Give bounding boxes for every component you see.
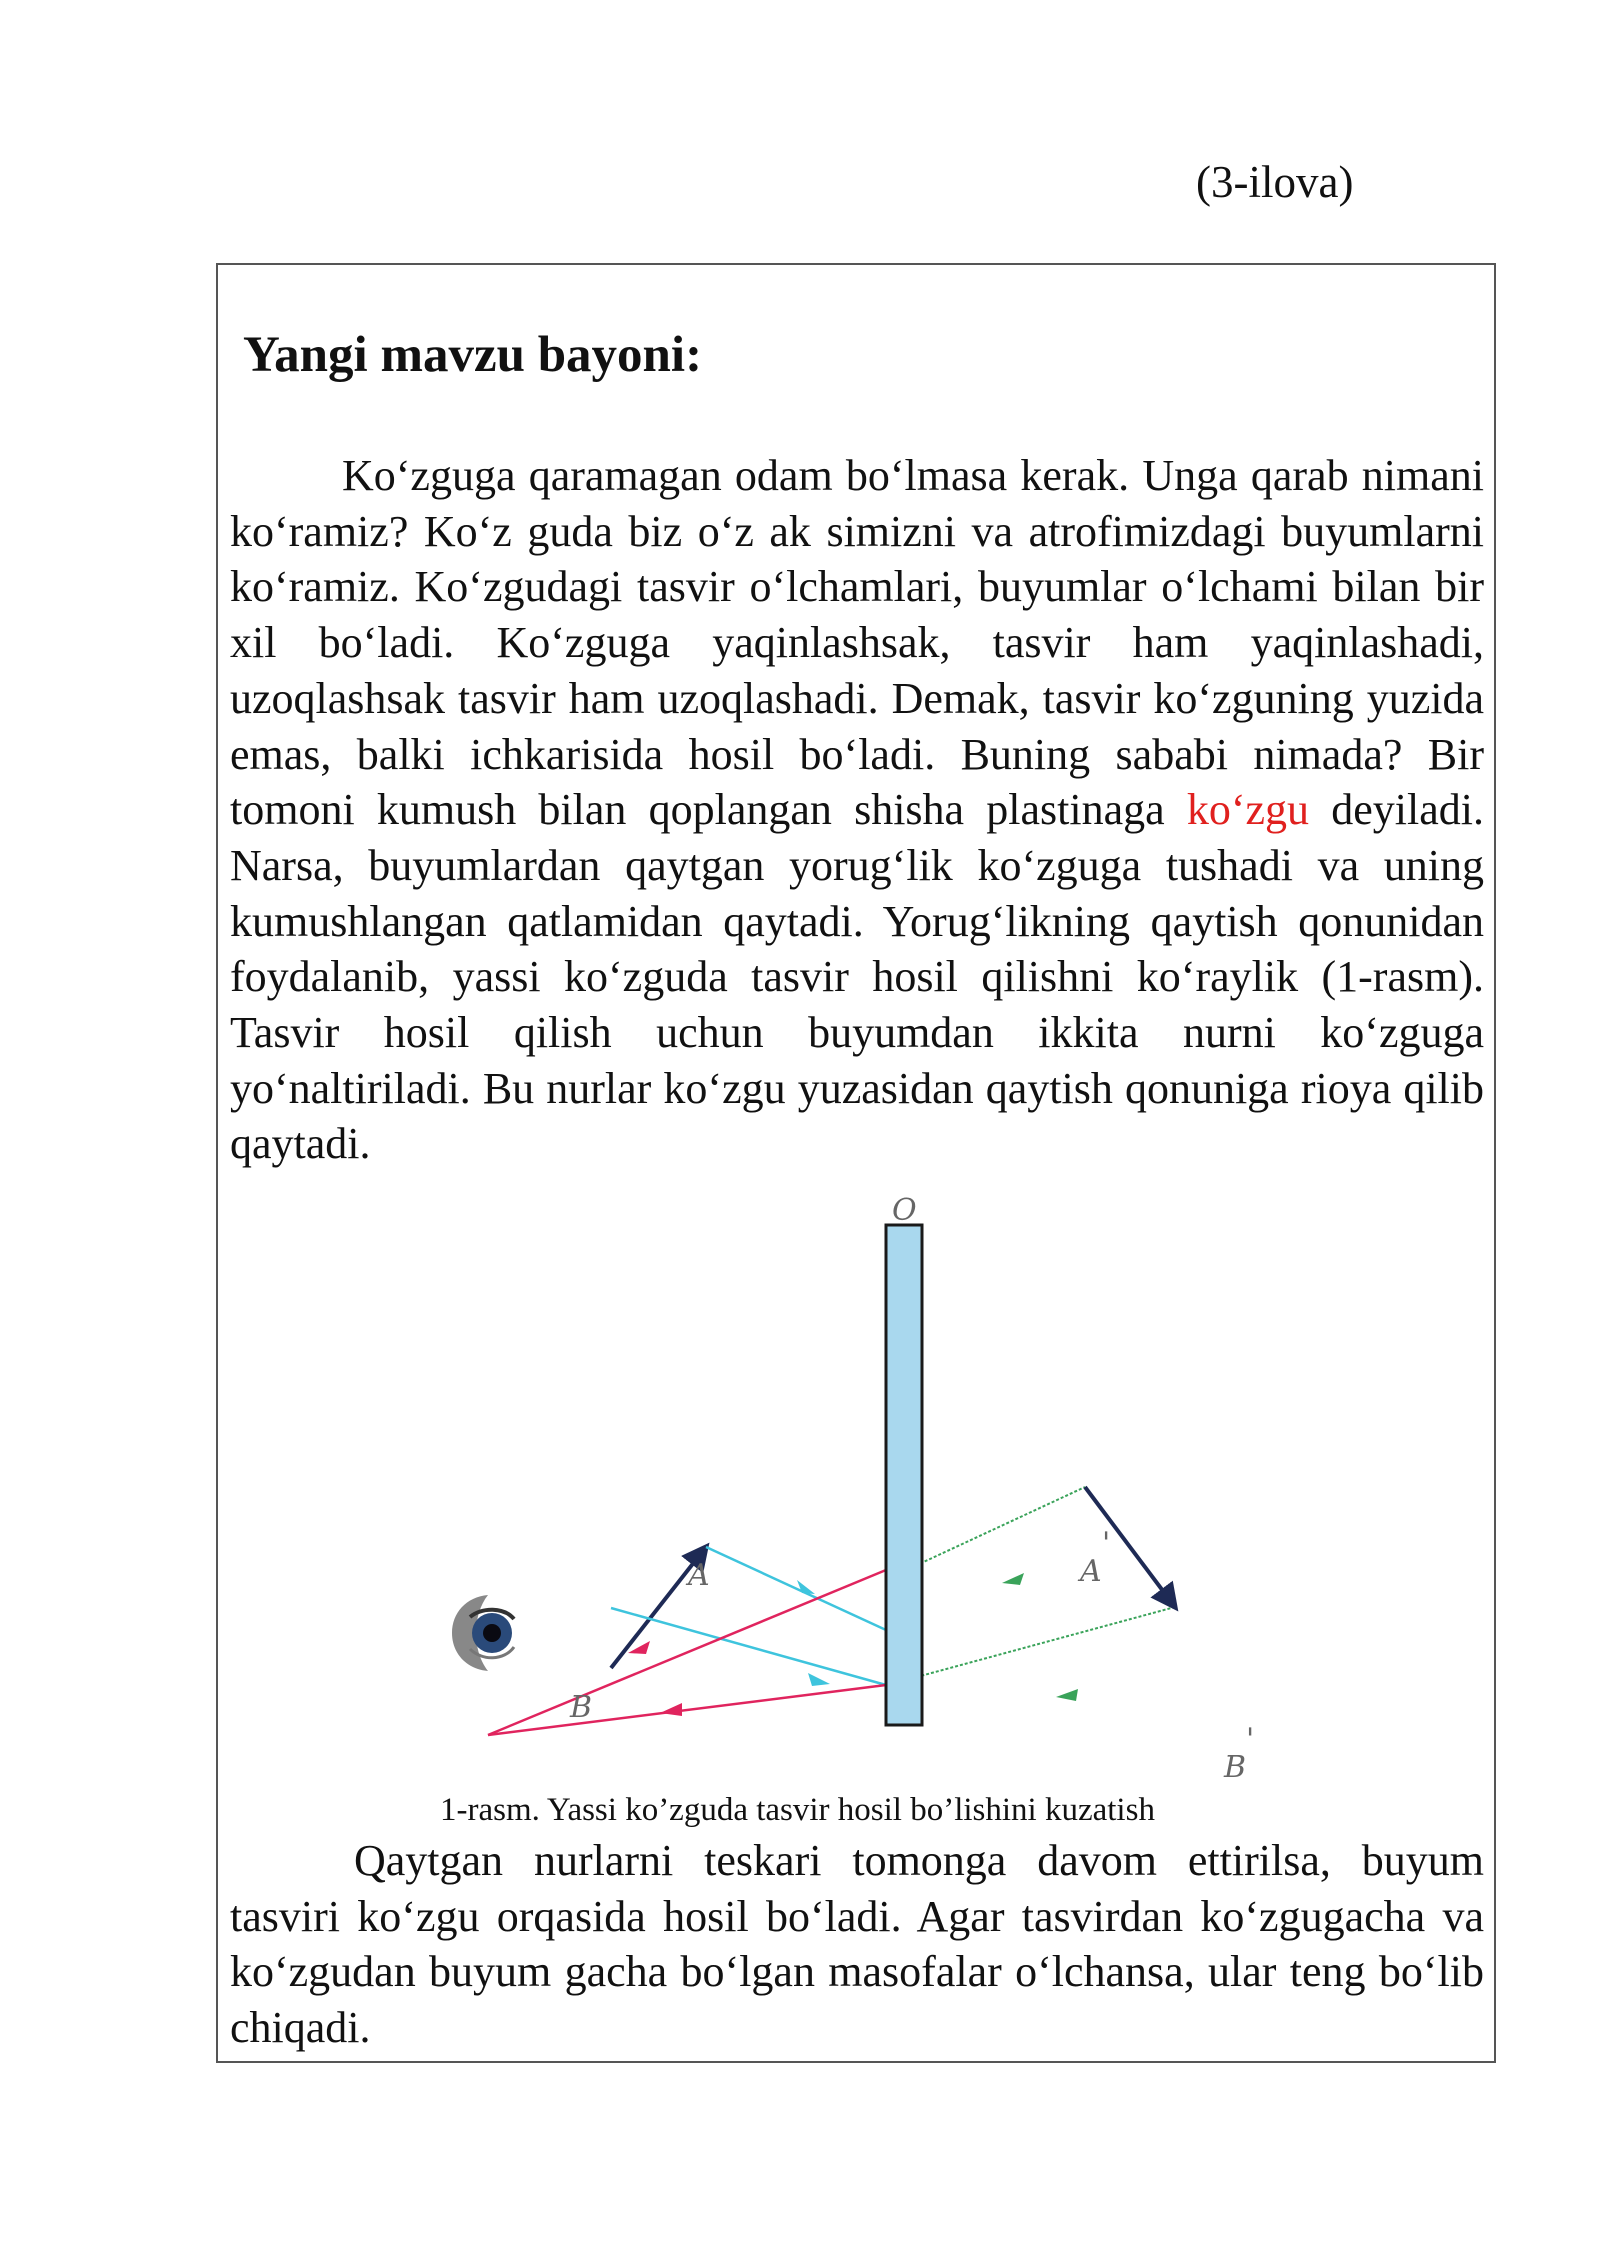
- label-mirror-o: O: [892, 1193, 917, 1228]
- intro-text-end: deyiladi. Narsa, buyumlardan qaytgan yorug‘lik ko‘zguga tushadi va uning kumushlangan qatlamidan qaytadi. Yorug‘likning qaytish qonunidan foydalanib, yassi ko‘zguda tasvir hosil qilishni ko‘raylik (1-rasm). Tasvir hosil qilish uchun buyumdan ikkita nurni ko‘zguga yo‘naltiriladi. Bu nurlar ko‘zgu yuzasidan qaytish qonuniga rioya qilib qaytadi.: [230, 785, 1484, 1169]
- label-object-a: A: [688, 1558, 710, 1593]
- mirror-plate: [886, 1225, 922, 1725]
- mirror-diagram: [230, 1193, 1484, 1785]
- label-object-b: B: [570, 1690, 593, 1725]
- conclusion-paragraph: [230, 1833, 1484, 2056]
- content-frame: [216, 263, 1496, 2063]
- virtual-ray-b-arrow: [1056, 1689, 1078, 1701]
- label-image-b: B: [1224, 1750, 1247, 1785]
- incident-ray-a-arrow: [797, 1580, 815, 1594]
- figure-caption: 1-rasm. Yassi ko’zguda tasvir hosil bo’lishini kuzatish: [440, 1792, 1155, 1828]
- intro-text-start: Ko‘zguga qaramagan odam bo‘lmasa kerak. Unga qarab nimani ko‘ramiz? Ko‘z guda biz o‘z ak simizni va atrofimizdagi buyumlarni ko‘ramiz. Ko‘zgudagi tasvir o‘lchamlari, buyumlar o‘lchami bilan bir xil bo‘ladi. Ko‘zguga yaqinlashsak, tasvir ham yaqinlashadi, uzoqlashsak tasvir ham uzoqlashadi. Demak, tasvir ko‘zguning yuzida emas, balki ichkarisida hosil bo‘ladi. Buning sababi nimada? Bir tomoni kumush bilan qoplangan shisha plastinaga: [230, 451, 1484, 835]
- virtual-ray-b: [902, 1607, 1175, 1681]
- label-image-a: A: [1080, 1554, 1102, 1589]
- highlighted-term: ko‘zgu: [1186, 785, 1310, 835]
- incident-ray-b-arrow: [808, 1673, 830, 1686]
- label-image-b-prime: ': [1246, 1722, 1255, 1757]
- section-heading: Yangi mavzu bayoni:: [243, 327, 703, 383]
- virtual-ray-a: [902, 1487, 1085, 1572]
- incident-ray-a: [706, 1547, 886, 1630]
- intro-paragraph: [230, 448, 1484, 1172]
- appendix-label: (3-ilova): [1196, 157, 1354, 207]
- image-arrow: [1085, 1487, 1175, 1607]
- conclusion-text: Qaytgan nurlarni teskari tomonga davom ettirilsa, buyum tasviri ko‘zgu orqasida hosil bo‘ladi. Agar tasvirdan ko‘zgugacha va ko‘zgudan buyum gacha bo‘lgan masofalar o‘lchansa, ular teng bo‘lib chiqadi.: [230, 1836, 1484, 2053]
- virtual-ray-a-arrow: [1002, 1573, 1024, 1585]
- label-image-a-prime: ': [1102, 1526, 1111, 1561]
- eye-icon: [452, 1595, 514, 1671]
- incident-ray-b: [611, 1608, 886, 1685]
- mirror-diagram-svg: [230, 1193, 1484, 1785]
